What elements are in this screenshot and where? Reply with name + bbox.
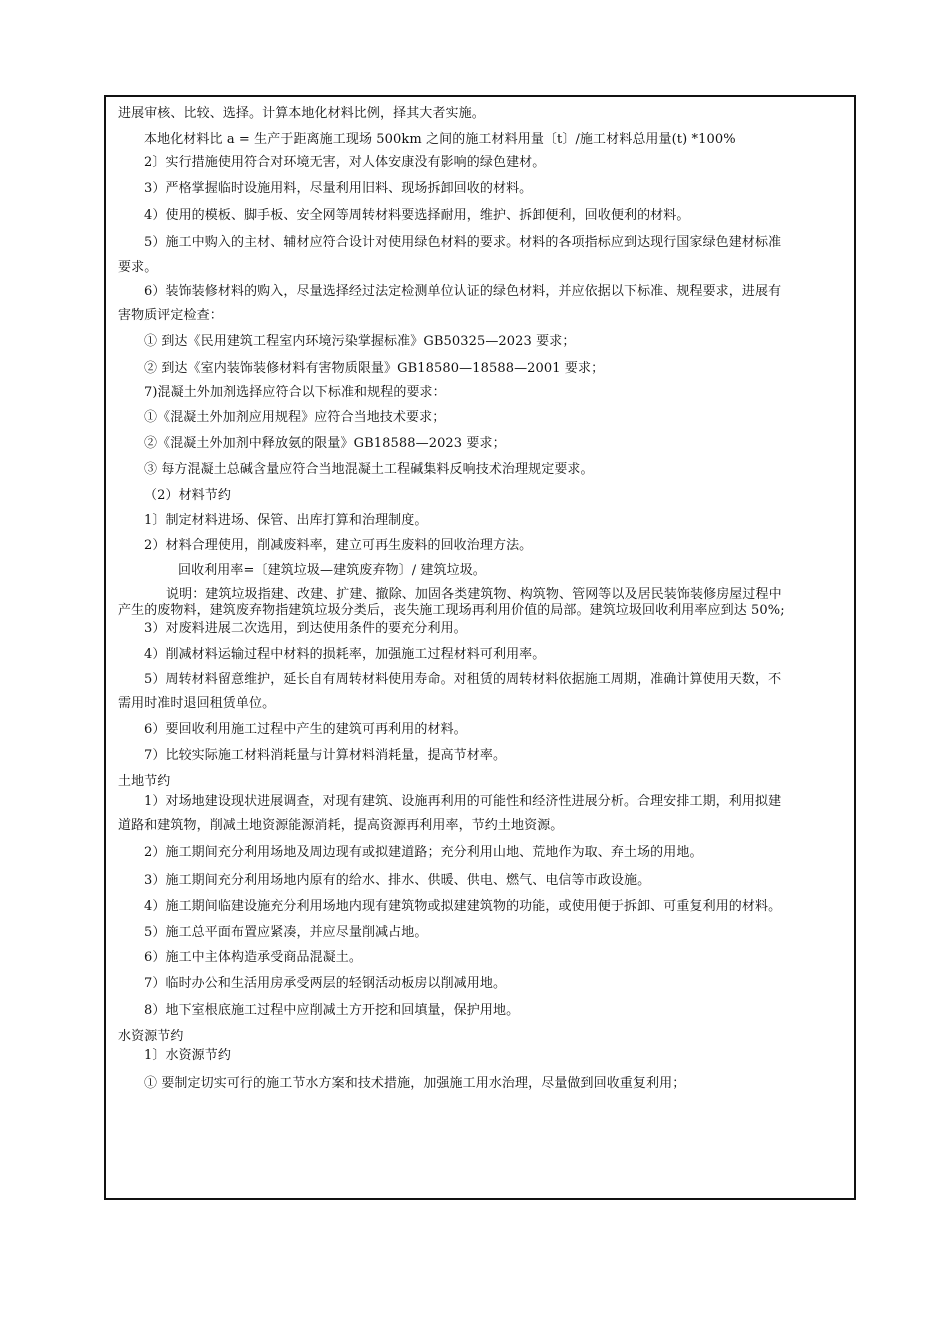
text-line: 2〕实行措施使用符合对环境无害，对人体安康没有影响的绿色建材。 xyxy=(144,155,546,170)
section-heading: 水资源节约 xyxy=(118,1029,184,1044)
text-line: 5）施工总平面布置应紧凑，并应尽量削减占地。 xyxy=(144,925,428,940)
text-line: 3）施工期间充分利用场地内原有的给水、排水、供暖、供电、燃气、电信等市政设施。 xyxy=(144,873,651,888)
text-line: ① 到达《民用建筑工程室内环境污染掌握标准》GB50325—2023 要求； xyxy=(144,334,576,349)
text-line: 7）比较实际施工材料消耗量与计算材料消耗量，提高节材率。 xyxy=(144,748,507,763)
text-line: 进展审核、比较、选择。计算本地化材料比例，择其大者实施。 xyxy=(118,106,485,121)
text-line: 说明：建筑垃圾指建、改建、扩建、撤除、加固各类建筑物、构筑物、管网等以及居民装饰装修房屋过程中 xyxy=(166,587,782,602)
text-line: 7）临时办公和生活用房承受两层的轻钢活动板房以削减用地。 xyxy=(144,976,507,991)
text-line: 5）施工中购入的主材、辅材应符合设计对使用绿色材料的要求。材料的各项指标应到达现行国家绿色建材标准 xyxy=(144,235,782,250)
text-line: 本地化材料比 a = 生产于距离施工现场 500km 之间的施工材料用量〔t〕/施工材料总用量(t) *100% xyxy=(144,132,736,147)
text-line: 道路和建筑物，削减土地资源能源消耗，提高资源再利用率，节约土地资源。 xyxy=(118,818,564,833)
text-line: 2）施工期间充分利用场地及周边现有或拟建道路；充分利用山地、荒地作为取、弃土场的用地。 xyxy=(144,845,703,860)
document-frame xyxy=(104,95,856,1200)
text-line: 需用时准时退回租赁单位。 xyxy=(118,696,276,711)
text-line: 4）削减材料运输过程中材料的损耗率，加强施工过程材料可利用率。 xyxy=(144,647,546,662)
text-line: 3）对废料进展二次选用，到达使用条件的要充分利用。 xyxy=(144,621,467,636)
text-line: ③ 每方混凝土总碱含量应符合当地混凝土工程碱集料反响技术治理规定要求。 xyxy=(144,462,594,477)
section-heading: （2）材料节约 xyxy=(144,488,231,503)
text-line: 2）材料合理使用，削减废料率，建立可再生废料的回收治理方法。 xyxy=(144,538,533,553)
text-line: 8）地下室根底施工过程中应削减土方开挖和回填量，保护用地。 xyxy=(144,1003,520,1018)
text-line: 1）对场地建设现状进展调查，对现有建筑、设施再利用的可能性和经济性进展分析。合理安排工期，利用拟建 xyxy=(144,794,782,809)
text-line: 1〕制定材料进场、保管、出库打算和治理制度。 xyxy=(144,513,428,528)
text-line: 5）周转材料留意维护，延长自有周转材料使用寿命。对租赁的周转材料依据施工周期，准确计算使用天数，不 xyxy=(144,672,782,687)
text-line: ①《混凝土外加剂应用规程》应符合当地技术要求； xyxy=(144,410,446,425)
text-line: 6）要回收利用施工过程中产生的建筑可再利用的材料。 xyxy=(144,722,467,737)
text-line: 6）装饰装修材料的购入，尽量选择经过法定检测单位认证的绿色材料，并应依据以下标准、规程要求，进展有 xyxy=(144,284,782,299)
text-line: 7)混凝土外加剂选择应符合以下标准和规程的要求： xyxy=(144,385,446,400)
text-line: 害物质评定检查： xyxy=(118,308,223,323)
text-line: 6）施工中主体构造承受商品混凝土。 xyxy=(144,950,362,965)
text-line: 4）使用的模板、脚手板、安全网等周转材料要选择耐用，维护、拆卸便利，回收便利的材料。 xyxy=(144,208,690,223)
text-line: 4）施工期间临建设施充分利用场地内现有建筑物或拟建建筑物的功能，或使用便于拆卸、可重复利用的材料。 xyxy=(144,899,782,914)
text-line: 3）严格掌握临时设施用料，尽量利用旧料、现场拆卸回收的材料。 xyxy=(144,181,533,196)
section-heading: 土地节约 xyxy=(118,774,171,789)
text-line: ① 要制定切实可行的施工节水方案和技术措施，加强施工用水治理，尽量做到回收重复利用； xyxy=(144,1076,686,1091)
text-line: 产生的废物料，建筑废弃物指建筑垃圾分类后，丧失施工现场再利用价值的局部。建筑垃圾回收利用率应到达 50%; xyxy=(118,603,785,618)
text-line: 1〕水资源节约 xyxy=(144,1048,231,1063)
text-line: ②《混凝土外加剂中释放氨的限量》GB18588—2023 要求； xyxy=(144,436,506,451)
formula-line: 回收利用率=〔建筑垃圾—建筑废弃物〕/ 建筑垃圾。 xyxy=(178,563,486,578)
text-line: 要求。 xyxy=(118,260,158,275)
text-line: ② 到达《室内装饰装修材料有害物质限量》GB18580—18588—2001 要求； xyxy=(144,361,605,376)
